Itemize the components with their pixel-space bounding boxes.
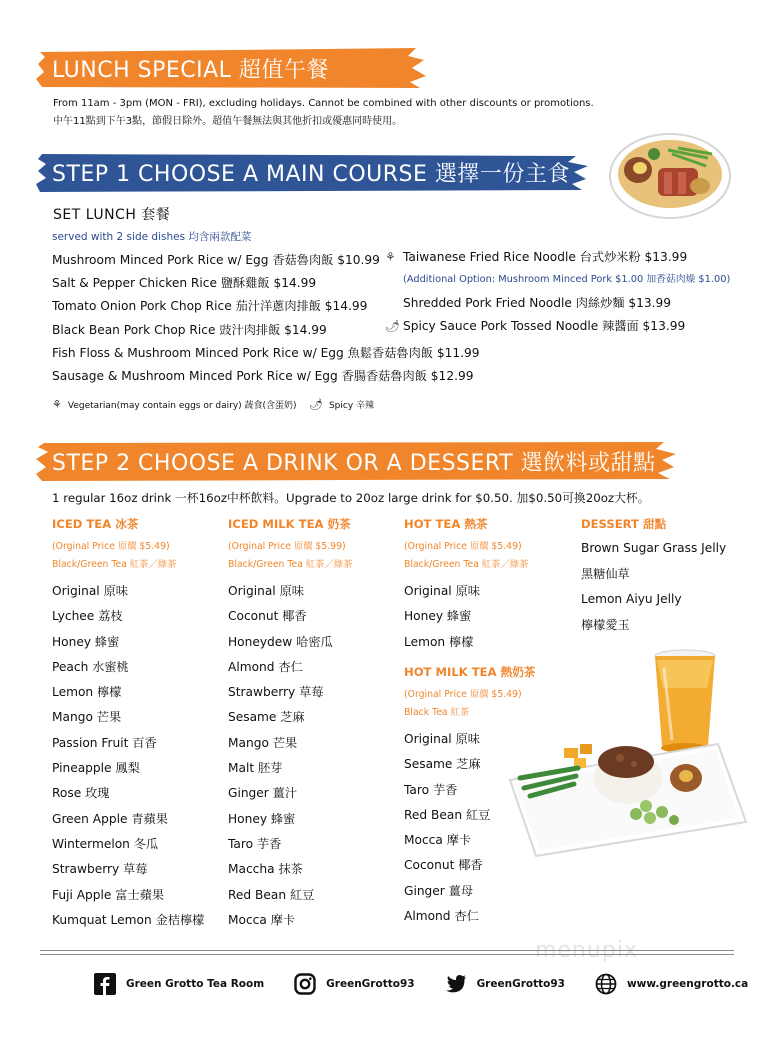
globe-icon (595, 973, 617, 995)
menu-item: Sausage & Mushroom Minced Pork Rice w/ Egg 香腸香菇魯肉飯 $12.99 (52, 368, 474, 383)
menu-item-text: Taiwanese Fried Rice Noodle 台式炒米粉 $13.99 (403, 250, 688, 264)
list-item: Sesame 芝麻 (228, 710, 305, 725)
menu-item (403, 292, 730, 314)
list-item: Original 原味 (404, 584, 480, 598)
menu-item: Fish Floss & Mushroom Minced Pork Rice w/ Egg 魚鬆香菇魯肉飯 $11.99 (52, 345, 480, 360)
list-item: Kumquat Lemon 金桔檸檬 (52, 912, 205, 927)
dessert-column (581, 516, 726, 642)
legend-vegetarian-text: Vegetarian(may contain eggs or dairy) 蔬食(含蛋奶) (67, 401, 297, 411)
list-item: Honey 蜂蜜 (404, 609, 472, 624)
list-item: Wintermelon 冬瓜 (52, 836, 159, 851)
legend-spicy-text: Spicy 辛辣 (328, 401, 375, 411)
twitter-icon (445, 974, 467, 994)
menu-item: Mushroom Minced Pork Rice w/ Egg 香菇魯肉飯 $10.99 (52, 253, 380, 267)
instagram-label: GreenGrotto93 (326, 978, 415, 990)
list-item: Lemon Aiyu Jelly (581, 592, 682, 607)
list-item: 黑糖仙草 (581, 566, 630, 581)
hours-note-english: From 11am - 3pm (MON - FRI), excluding holidays. Cannot be combined with other discounts or promotions. (53, 98, 594, 109)
set-lunch-subtitle: served with 2 side dishes 均含兩款配菜 (52, 231, 252, 243)
list-item: Lemon 檸檬 (52, 685, 122, 700)
twitter-label: GreenGrotto93 (476, 978, 565, 990)
list-item: Mango 芒果 (228, 735, 298, 750)
dessert-title: DESSERT 甜點 (581, 517, 667, 531)
iced-tea-list (52, 583, 204, 937)
list-item: Mocca 摩卡 (404, 833, 472, 848)
spicy-icon: 🌶 (309, 398, 323, 411)
hot-milk-tea-type: Black Tea 紅茶 (404, 707, 470, 718)
hot-tea-title: HOT TEA 熱茶 (404, 517, 488, 531)
list-item: Brown Sugar Grass Jelly (581, 541, 727, 555)
menu-item: Black Bean Pork Chop Rice 豉汁肉排飯 $14.99 (52, 322, 327, 337)
list-item: Honey 蜂蜜 (228, 811, 296, 826)
list-item: Maccha 抹茶 (228, 862, 303, 877)
list-item: Pineapple 鳳梨 (52, 761, 140, 776)
spicy-icon: 🌶 (385, 319, 401, 333)
list-item: Taro 芋香 (228, 836, 282, 851)
list-item: Sesame 芝麻 (404, 757, 481, 772)
list-item: Ginger 薑母 (404, 883, 474, 898)
list-item: Coconut 椰香 (404, 858, 483, 873)
list-item: Coconut 椰香 (228, 609, 307, 624)
hot-tea-list (404, 583, 528, 659)
rice-plate-photo (480, 718, 748, 860)
website-link[interactable] (595, 973, 748, 995)
menu-item (385, 314, 730, 338)
menu-item-text: Shredded Pork Fried Noodle 肉絲炒麵 $13.99 (403, 296, 672, 310)
divider (40, 954, 734, 955)
list-item: Fuji Apple 富士蘋果 (52, 887, 165, 902)
list-item: Mango 芒果 (52, 710, 122, 725)
list-item: Mocca 摩卡 (228, 912, 296, 927)
dessert-list (581, 540, 726, 642)
noodle-list (385, 246, 731, 338)
set-lunch-title: SET LUNCH 套餐 (53, 207, 171, 223)
instagram-icon (294, 973, 316, 995)
additional-option-note (403, 268, 730, 292)
step1-banner (36, 150, 588, 194)
divider (40, 950, 734, 951)
step2-banner (36, 439, 676, 483)
iced-milk-tea-price: (Orginal Price 原價 $5.99) (228, 541, 346, 552)
list-item: Almond 杏仁 (404, 909, 479, 924)
menu-item-text: Spicy Sauce Pork Tossed Noodle 辣醬面 $13.99 (403, 319, 686, 333)
iced-tea-price: (Orginal Price 原價 $5.49) (52, 541, 170, 552)
step1-title: STEP 1 CHOOSE A MAIN COURSE 選擇一份主食 (52, 161, 570, 187)
iced-tea-column (52, 516, 204, 937)
list-item: Ginger 薑汁 (228, 786, 298, 801)
iced-milk-tea-type: Black/Green Tea 紅茶／綠茶 (228, 559, 353, 570)
iced-milk-tea-title: ICED MILK TEA 奶茶 (228, 517, 351, 531)
hot-milk-tea-price: (Orginal Price 原價 $5.49) (404, 689, 522, 700)
iced-milk-tea-list (228, 583, 352, 937)
list-item: Rose 玫瑰 (52, 786, 110, 801)
menu-item: Tomato Onion Pork Chop Rice 茄汁洋蔥肉排飯 $14.99 (52, 299, 368, 314)
lunch-special-banner (36, 46, 426, 90)
drink-intro: 1 regular 16oz drink 一杯16oz中杯飲料。Upgrade to 20oz large drink for $0.50. 加$0.50可換20oz大杯。 (52, 491, 650, 505)
list-item: Original 原味 (52, 584, 128, 598)
footer (94, 973, 768, 995)
list-item: Strawberry 草莓 (52, 862, 148, 877)
legend-vegetarian (52, 398, 297, 411)
list-item: Strawberry 草莓 (228, 685, 324, 700)
hot-tea-type: Black/Green Tea 紅茶／綠茶 (404, 559, 529, 570)
iced-tea-title: ICED TEA 冰茶 (52, 517, 139, 531)
list-item: Lychee 荔枝 (52, 609, 123, 624)
hot-milk-tea-title: HOT MILK TEA 熱奶茶 (404, 665, 536, 679)
menu-item (385, 246, 730, 268)
facebook-link[interactable] (94, 973, 264, 995)
noodle-bowl-photo (608, 128, 732, 220)
list-item: Green Apple 青蘋果 (52, 811, 168, 826)
menu-item: Salt & Pepper Chicken Rice 鹽酥雞飯 $14.99 (52, 276, 317, 291)
instagram-link[interactable] (294, 973, 414, 995)
vegetarian-icon: ⚘ (52, 398, 62, 411)
list-item: Malt 胚芽 (228, 761, 283, 776)
list-item: 檸檬愛玉 (581, 617, 630, 632)
list-item: Red Bean 紅豆 (228, 887, 315, 902)
hours-note-chinese: 中午11點到下午3點，節假日除外。超值午餐無法與其他折扣或優惠同時使用。 (53, 116, 403, 127)
hot-tea-price: (Orginal Price 原價 $5.49) (404, 541, 522, 552)
list-item: Original 原味 (404, 732, 480, 746)
list-item: Taro 芋香 (404, 782, 458, 797)
list-item: Original 原味 (228, 584, 304, 598)
lunch-special-title: LUNCH SPECIAL 超值午餐 (52, 57, 329, 83)
list-item: Lemon 檸檬 (404, 634, 474, 649)
hot-tea-column (404, 516, 528, 659)
list-item: Almond 杏仁 (228, 659, 303, 674)
facebook-icon (94, 973, 116, 995)
step2-title: STEP 2 CHOOSE A DRINK OR A DESSERT 選飲料或甜點 (52, 450, 656, 476)
list-item: Honey 蜂蜜 (52, 634, 120, 649)
vegetarian-icon: ⚘ (385, 250, 396, 264)
menu-item-text: (Additional Option: Mushroom Minced Pork $1.00 加香菇肉燥 $1.00) (403, 274, 731, 285)
list-item: Red Bean 紅豆 (404, 807, 491, 822)
list-item: Passion Fruit 百香 (52, 735, 157, 750)
iced-tea-type: Black/Green Tea 紅茶／綠茶 (52, 559, 177, 570)
list-item: Peach 水蜜桃 (52, 659, 129, 674)
list-item: Honeydew 哈密瓜 (228, 634, 333, 649)
iced-milk-tea-column (228, 516, 352, 937)
website-label: www.greengrotto.ca (626, 978, 749, 990)
twitter-link[interactable] (445, 974, 565, 994)
facebook-label: Green Grotto Tea Room (126, 978, 265, 990)
legend-spicy (309, 398, 374, 411)
